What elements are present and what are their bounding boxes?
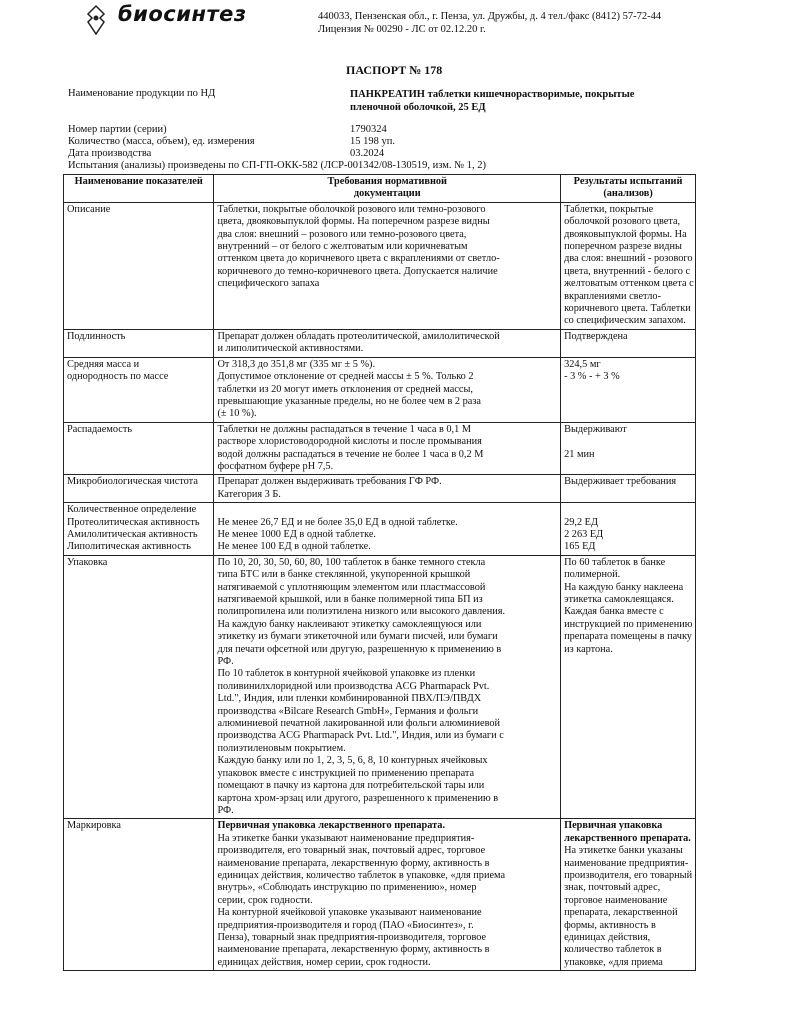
- table-row: [64, 329, 696, 357]
- cell-line: картона хром-эрзац или другого, разрешенного к применению в: [217, 792, 499, 804]
- cell-line: (± 10 %).: [217, 408, 257, 420]
- batch-label: Номер партии (серии): [68, 124, 167, 135]
- cell-line: цвета, двояковыпуклой формы. На поперечном разрезе видны: [217, 216, 490, 228]
- date-label: Дата производства: [68, 148, 152, 159]
- cell-line: количество таблеток в: [564, 944, 662, 956]
- company-logo-icon: [86, 4, 106, 36]
- tests-note: Испытания (анализы) произведены по СП-ГП-ОКК-582 (ЛСР-001342/08-130519, изм. № 1, 2): [68, 160, 487, 171]
- passport-title: ПАСПОРТ № 178: [346, 63, 443, 77]
- quantity-label: Количество (масса, объем), ед. измерения: [68, 136, 255, 147]
- cell-line: производителя, его товарный: [564, 869, 693, 881]
- result-cell: [561, 475, 696, 503]
- cell-line: Количественное определение: [67, 504, 197, 516]
- cell-line: На этикетке банки указаны: [564, 845, 683, 857]
- result-cell: [561, 819, 696, 971]
- product-label: Наименование продукции по НД: [68, 88, 216, 99]
- table-header-row: [64, 175, 696, 203]
- cell-line: Категория 3 Б.: [217, 488, 281, 500]
- cell-line: Средняя масса и: [67, 358, 140, 370]
- indicator-cell: [64, 503, 214, 556]
- quantity-value: 15 198 уп.: [350, 136, 395, 147]
- cell-line: Таблетки не должны распадаться в течение 1 часа в 0,1 М: [217, 423, 472, 435]
- requirement-cell: [214, 819, 561, 971]
- cell-line: На каждую банку наклеивают этикетку самоклеящуюся или: [217, 618, 482, 630]
- company-logo-text: биосинтез: [118, 2, 247, 26]
- cell-line: знак, почтовый адрес,: [564, 882, 661, 894]
- cell-line: двояковыпуклой формы. На: [564, 228, 687, 240]
- cell-line: 29,2 ЕД: [564, 516, 598, 528]
- cell-line: 165 ЕД: [564, 541, 596, 553]
- table-row: [64, 555, 696, 819]
- cell-line: 21 мин: [564, 448, 595, 460]
- header-results: [561, 175, 696, 203]
- header-results-line: (анализов): [603, 188, 653, 200]
- table-row: [64, 819, 696, 971]
- result-cell: [561, 202, 696, 329]
- address-line: 440033, Пензенская обл., г. Пенза, ул. Дружбы, д. 4 тел./факс (8412) 57-72-44: [318, 11, 662, 22]
- batch-value: 1790324: [350, 124, 387, 135]
- cell-line: Подтверждена: [564, 330, 628, 342]
- cell-line: От 318,3 до 351,8 мг (335 мг ± 5 %).: [217, 358, 376, 370]
- cell-line: единицах действия,: [564, 931, 651, 943]
- cell-line: алюминиевой печатной лакированной или фольги алюминиевой: [217, 718, 501, 730]
- cell-line: 324,5 мг: [564, 358, 601, 370]
- result-cell: [561, 329, 696, 357]
- cell-line: Не менее 100 ЕД в одной таблетке.: [217, 541, 371, 553]
- cell-line: специфического запаха: [217, 278, 320, 290]
- result-cell: [561, 555, 696, 819]
- cell-line: Таблетки, покрытые оболочкой розового или темно-розового: [217, 203, 486, 215]
- requirement-cell: [214, 202, 561, 329]
- cell-line: Протеолитическая активность: [67, 516, 200, 528]
- header-requirements-line: Требования нормативной: [327, 176, 447, 187]
- cell-title: Первичная упаковка лекарственного препарата.: [217, 820, 446, 832]
- result-cell: [561, 357, 696, 422]
- cell-line: [217, 504, 557, 516]
- cell-line: Амилолитическая активность: [67, 528, 198, 540]
- cell-line: цвета, внутренний - белого с: [564, 265, 691, 277]
- license-line: Лицензия № 00290 - ЛС от 02.12.20 г.: [318, 24, 486, 35]
- cell-line: По 10, 20, 30, 50, 60, 80, 100 таблеток в банке темного стекла: [217, 556, 486, 568]
- requirement-cell: [214, 475, 561, 503]
- cell-line: По 10 таблеток в контурной ячейковой упаковке из пленки: [217, 668, 476, 680]
- cell-line: Препарат должен обладать протеолитической, амилолитической: [217, 330, 500, 342]
- result-cell: [561, 422, 696, 475]
- cell-line: Не менее 1000 ЕД в одной таблетке.: [217, 528, 376, 540]
- cell-line: инструкцией по применению: [564, 618, 693, 630]
- cell-line: На этикетке банки указывают наименование предприятия-: [217, 832, 475, 844]
- cell-line: однородность по массе: [67, 371, 169, 383]
- cell-line: На каждую банку наклеена: [564, 581, 684, 593]
- cell-title: лекарственного препарата.: [564, 832, 691, 844]
- cell-line: упаковке, «для приема: [564, 956, 663, 968]
- table-row: [64, 503, 696, 556]
- cell-line: водой должны распадаться в течение не более 1 часа в 0,2 М: [217, 448, 484, 460]
- cell-line: РФ.: [217, 656, 234, 668]
- cell-line: Распадаемость: [67, 423, 133, 435]
- cell-line: таблетки из 20 могут иметь отклонения от средней массы,: [217, 383, 473, 395]
- cell-line: Ltd.", Индия, или пленки комбинированной ПВХ/ПЭ/ПВДХ: [217, 693, 482, 705]
- table-row: [64, 357, 696, 422]
- cell-line: и липолитической активностями.: [217, 343, 364, 355]
- cell-line: полимерной.: [564, 569, 621, 581]
- cell-line: со специфическим запахом.: [564, 315, 686, 327]
- cell-line: растворе хлористоводородной кислоты и после промывания: [217, 436, 482, 448]
- cell-title: Первичная упаковка: [564, 820, 663, 832]
- cell-line: серии, срок годности.: [217, 894, 313, 906]
- cell-line: типа БТС или в банке стеклянной, укупоренной крышкой: [217, 569, 471, 581]
- cell-line: [564, 504, 692, 516]
- cell-line: препарата, лекарственной: [564, 907, 678, 919]
- requirement-cell: [214, 422, 561, 475]
- spec-table: [63, 174, 696, 971]
- requirement-cell: [214, 329, 561, 357]
- cell-line: производства ACG Pharmapack Pvt. Ltd.", Индия, или из бумаги с: [217, 730, 504, 742]
- cell-line: Каждую банку или по 1, 2, 3, 5, 6, 8, 10 контурных ячейковых: [217, 755, 488, 767]
- cell-line: этикетку из бумаги этикеточной или бумаги писчей, или бумаги: [217, 631, 498, 643]
- cell-line: вкраплениями светло-: [564, 290, 662, 302]
- table-row: [64, 422, 696, 475]
- cell-line: Подлинность: [67, 330, 126, 342]
- cell-line: Каждая банка вместе с: [564, 606, 664, 618]
- cell-line: Маркировка: [67, 820, 121, 832]
- indicator-cell: [64, 357, 214, 422]
- cell-line: единицах действия, количество таблеток в упаковке, «для приема: [217, 869, 506, 881]
- table-body: [64, 202, 696, 970]
- table-row: [64, 475, 696, 503]
- indicator-cell: [64, 202, 214, 329]
- cell-line: Липолитическая активность: [67, 541, 191, 553]
- cell-line: наименование предприятия-: [564, 857, 689, 869]
- indicator-cell: [64, 819, 214, 971]
- cell-line: Выдерживают: [564, 423, 627, 435]
- cell-line: РФ.: [217, 804, 234, 816]
- cell-line: для печати офсетной или другую, разрешенную к применению в: [217, 643, 502, 655]
- cell-line: поливинилхлоридной или производства ACG Pharmapack Pvt.: [217, 680, 490, 692]
- indicator-cell: [64, 329, 214, 357]
- cell-line: единицах действия, номер серии, срок годности.: [217, 956, 431, 968]
- cell-line: полипропилена или полиэтилена низкого или высокого давления.: [217, 606, 506, 618]
- cell-line: оттенком цвета до коричневого цвета с вкраплениями от светло-: [217, 253, 500, 265]
- cell-line: Выдерживает требования: [564, 476, 677, 488]
- cell-line: предприятия-производителя и город (ПАО «Биосинтез», г.: [217, 919, 474, 931]
- requirement-cell: [214, 357, 561, 422]
- cell-line: помещают в пачку из картона для потребительской тары или: [217, 780, 485, 792]
- cell-line: По 60 таблеток в банке: [564, 556, 666, 568]
- cell-line: торговое наименование: [564, 894, 668, 906]
- result-cell: [561, 503, 696, 556]
- table-row: [64, 202, 696, 329]
- product-name: ПАНКРЕАТИН таблетки кишечнорастворимые, покрытые пленочной оболочкой, 25 ЕД: [350, 89, 635, 113]
- date-value: 03.2024: [350, 148, 385, 159]
- cell-line: оболочкой розового цвета,: [564, 216, 681, 228]
- cell-line: желтоватым оттенком цвета с: [564, 278, 694, 290]
- header-results-line: Результаты испытаний: [573, 176, 683, 187]
- cell-line: из картона.: [564, 643, 613, 655]
- cell-line: Описание: [67, 203, 111, 215]
- cell-line: Препарат должен выдерживать требования ГФ РФ.: [217, 476, 442, 488]
- company-address: [318, 10, 661, 36]
- cell-line: два слоя: внешний - розового: [564, 253, 693, 265]
- requirement-cell: [214, 555, 561, 819]
- cell-line: [564, 436, 692, 448]
- cell-line: 2 263 ЕД: [564, 528, 604, 540]
- cell-line: препарата помещены в пачку: [564, 631, 692, 643]
- cell-line: производства «Bilcare Research GmbH», Германия и фольги: [217, 705, 479, 717]
- header-indicator: Наименование показателей: [64, 175, 214, 203]
- cell-line: Пенза), товарный знак предприятия-производителя, торговое: [217, 931, 487, 943]
- cell-line: формы, активность в: [564, 919, 656, 931]
- requirement-cell: [214, 503, 561, 556]
- cell-line: Таблетки, покрытые: [564, 203, 654, 215]
- cell-line: Не менее 26,7 ЕД и не более 35,0 ЕД в одной таблетке.: [217, 516, 458, 528]
- cell-line: два слоя: внешний – розового или темно-розового цвета,: [217, 228, 467, 240]
- header-requirements: [214, 175, 561, 203]
- cell-line: внутренний – от белого с желтоватым или коричневатым: [217, 241, 468, 253]
- cell-line: - 3 % - + 3 %: [564, 371, 620, 383]
- cell-line: натягиваемой крышкой, или в банке полимерной типа БП из: [217, 594, 483, 605]
- cell-line: коричневого до темно-коричневого цвета. Допускается наличие: [217, 265, 498, 277]
- cell-line: поперечном разрезе видны: [564, 241, 682, 253]
- cell-line: натягиваемой с уплотняющим элементом или пластмассовой: [217, 581, 486, 593]
- cell-line: Допустимое отклонение от средней массы ± 5 %. Только 2: [217, 371, 474, 383]
- cell-line: Упаковка: [67, 556, 108, 568]
- cell-line: этикетка самоклеящаяся.: [564, 594, 674, 605]
- indicator-cell: [64, 475, 214, 503]
- cell-line: полиэтиленовым покрытием.: [217, 742, 346, 754]
- cell-line: коричневого цвета. Таблетки: [564, 303, 691, 315]
- indicator-cell: [64, 555, 214, 819]
- cell-line: внутрь», «Соблюдать инструкцию по применению», номер: [217, 882, 477, 894]
- cell-line: На контурной ячейковой упаковке указывают наименование: [217, 907, 482, 919]
- cell-line: наименование препарата, лекарственную форму, активность в: [217, 857, 490, 869]
- cell-line: превышающие указанные пределы, но не более чем в 2 раза: [217, 395, 481, 407]
- cell-line: производителя, его товарный знак, почтовый адрес, торговое: [217, 845, 486, 857]
- cell-line: фосфатном буфере рН 7,5.: [217, 460, 334, 472]
- cell-line: наименование препарата, лекарственную форму, активность в: [217, 944, 490, 956]
- cell-line: упаковок вместе с инструкцией по применению препарата: [217, 767, 475, 779]
- cell-line: Микробиологическая чистота: [67, 476, 198, 488]
- header-requirements-line: документации: [353, 188, 421, 200]
- indicator-cell: [64, 422, 214, 475]
